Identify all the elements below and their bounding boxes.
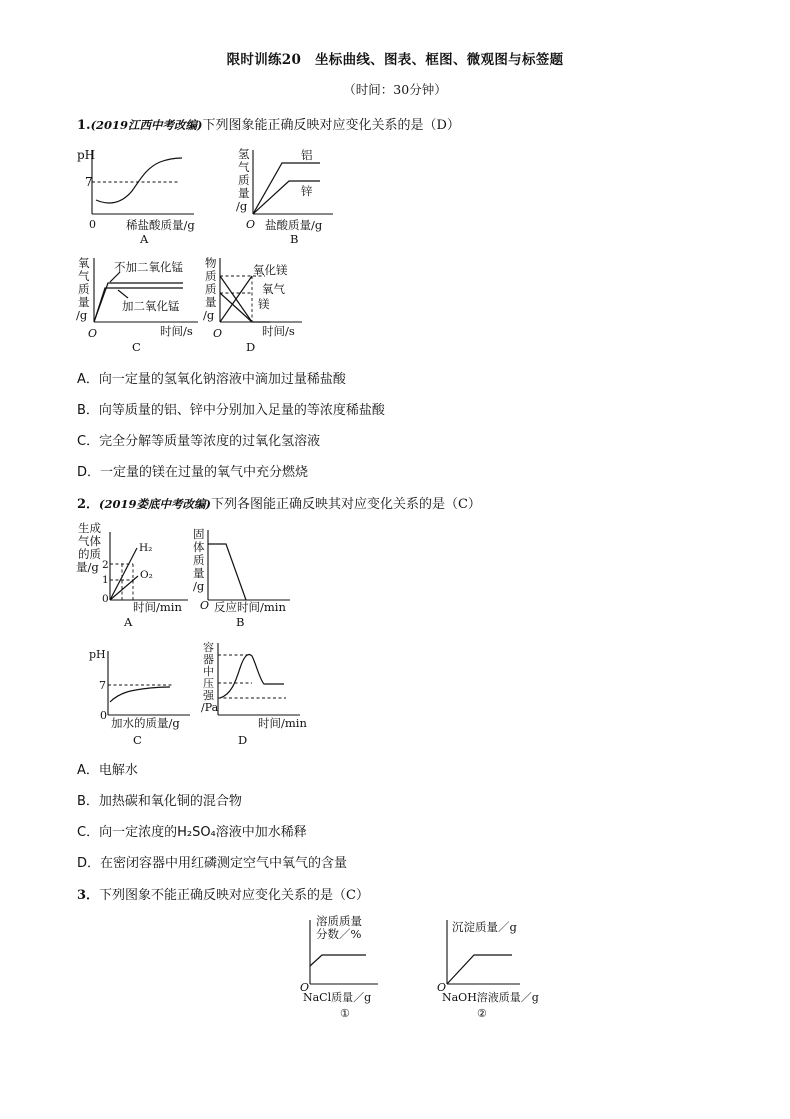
svg-text:分数／%: 分数／%: [316, 927, 362, 941]
question-number: 3．: [77, 888, 100, 903]
q3-chart-1: [300, 914, 378, 1020]
caption: ①: [340, 1007, 350, 1020]
question-stem: 下列图象不能正确反映对应变化关系的是（C）: [99, 888, 369, 903]
y-axis-label: pH: [89, 648, 106, 661]
svg-text:强: 强: [203, 689, 214, 702]
q2-option-a: A．电解水: [77, 763, 138, 778]
series-label-o2: 氧气: [262, 282, 285, 296]
y-axis-label: 生成: [78, 521, 101, 535]
y-axis-label: pH: [77, 148, 96, 162]
q1-option-c: C．完全分解等质量等浓度的过氧化氢溶液: [77, 434, 321, 449]
series-label-mgo: 氧化镁: [253, 263, 288, 277]
svg-text:的质: 的质: [78, 547, 101, 561]
y-axis-label: 物: [205, 256, 217, 270]
x-axis-label: NaOH溶液质量／g: [442, 991, 539, 1004]
origin: O: [88, 327, 98, 340]
y-axis-label: 固: [193, 527, 205, 541]
svg-text:/Pa: /Pa: [201, 701, 219, 714]
svg-text:/g: /g: [203, 308, 215, 322]
x-axis-label: 稀盐酸质量/g: [126, 218, 195, 232]
q2-chart-b: [193, 527, 290, 629]
origin: O: [200, 599, 210, 612]
svg-text:量: 量: [238, 186, 250, 200]
x-axis-label: 盐酸质量/g: [265, 218, 323, 232]
series-label-mg: 镁: [258, 297, 270, 311]
question-source: (2019娄底中考改编): [99, 497, 211, 511]
q2-chart-a: [76, 521, 188, 629]
svg-text:量: 量: [78, 295, 90, 309]
svg-text:中: 中: [203, 665, 214, 678]
svg-text:气体: 气体: [78, 534, 101, 548]
tick-0: 0: [102, 593, 109, 605]
q1-option-a: A．向一定量的氢氧化钠溶液中滴加过量稀盐酸: [77, 372, 346, 387]
svg-text:压: 压: [203, 677, 214, 690]
x-axis-label: 时间/min: [133, 600, 182, 614]
x-axis-label: 反应时间/min: [214, 600, 286, 614]
svg-text:气: 气: [238, 160, 250, 174]
svg-text:体: 体: [193, 540, 205, 554]
caption: A: [124, 615, 133, 629]
question-source: (2019江西中考改编): [90, 118, 203, 132]
caption: ②: [477, 1007, 487, 1020]
x-axis-label: NaCl质量／g: [303, 991, 372, 1004]
series-label-zn: 锌: [301, 184, 313, 198]
q1-chart-d: [203, 256, 302, 354]
svg-text:质: 质: [205, 269, 217, 283]
time-limit: （时间：30分钟）: [343, 82, 447, 97]
y-axis-label: 容: [203, 641, 214, 654]
series-label-o2: O₂: [140, 569, 153, 581]
svg-text:器: 器: [203, 653, 214, 666]
caption: B: [236, 615, 245, 629]
question-number: 2．: [77, 497, 100, 512]
q1-option-b: B．向等质量的铝、锌中分别加入足量的等浓度稀盐酸: [77, 403, 385, 418]
caption: B: [290, 232, 299, 246]
series-label-mno2: 加二氧化锰: [122, 299, 180, 313]
tick-1: 1: [102, 574, 109, 586]
ph-curve: [110, 687, 170, 702]
solute-fraction-line: [310, 955, 366, 966]
question-2: [77, 493, 481, 512]
svg-text:量: 量: [193, 566, 205, 580]
ref-tick: 7: [85, 175, 93, 189]
q2-chart-c: [89, 648, 190, 747]
y-axis-label: 溶质质量: [316, 914, 362, 928]
q1-chart-a: [77, 148, 195, 246]
solid-mass-line: [208, 544, 246, 600]
series-label-no-mno2: 不加二氧化锰: [114, 260, 183, 274]
q1-chart-b: [236, 147, 333, 246]
x-axis-label: 时间/min: [258, 716, 307, 730]
origin: 0: [100, 709, 107, 722]
svg-text:质: 质: [238, 173, 250, 187]
q3-chart-2: [437, 920, 539, 1020]
q2-chart-d: [201, 640, 307, 747]
question-number: 1.: [77, 118, 91, 133]
q1-option-d: D．一定量的镁在过量的氧气中充分燃烧: [77, 465, 309, 480]
tick-2: 2: [102, 559, 109, 571]
caption: D: [246, 340, 256, 354]
y-axis-label: 沉淀质量／g: [452, 920, 517, 934]
q2-option-c: C．向一定浓度的H₂SO₄溶液中加水稀释: [77, 825, 307, 840]
series-o2: [220, 293, 252, 322]
svg-text:质: 质: [78, 282, 90, 296]
caption: C: [132, 340, 141, 354]
origin: 0: [89, 218, 96, 231]
x-axis-label: 时间/s: [160, 324, 193, 338]
question-stem: 下列图象能正确反映对应变化关系的是（D）: [202, 118, 460, 133]
svg-text:质: 质: [193, 553, 205, 567]
caption: D: [238, 733, 248, 747]
svg-text:/g: /g: [193, 579, 205, 593]
origin: O: [246, 218, 256, 231]
series-label-h2: H₂: [139, 542, 153, 554]
svg-text:量: 量: [205, 295, 217, 309]
x-axis-label: 加水的质量/g: [111, 716, 180, 730]
question-stem: 下列各图能正确反映其对应变化关系的是（C）: [210, 497, 481, 512]
q2-option-d: D．在密闭容器中用红磷测定空气中氧气的含量: [77, 856, 348, 871]
series-label-al: 铝: [301, 148, 313, 162]
origin: O: [300, 981, 310, 994]
pressure-curve: [220, 655, 284, 699]
svg-text:质: 质: [205, 282, 217, 296]
page-title: 限时训练20 坐标曲线、图表、框图、微观图与标签题: [226, 52, 564, 68]
y-axis-label: 氢: [238, 147, 250, 161]
svg-text:/g: /g: [236, 199, 248, 213]
caption: A: [140, 232, 149, 246]
precipitate-line: [447, 955, 512, 984]
caption: C: [133, 733, 142, 747]
ref-tick: 7: [99, 679, 106, 692]
q2-option-b: B．加热碳和氧化铜的混合物: [77, 794, 242, 809]
svg-text:/g: /g: [76, 308, 88, 322]
origin: O: [213, 327, 223, 340]
q1-chart-c: [76, 256, 198, 354]
svg-text:气: 气: [78, 269, 90, 283]
question-3: [77, 884, 369, 903]
svg-text:量/g: 量/g: [76, 560, 99, 574]
y-axis-label: 氧: [78, 256, 90, 270]
curve: [96, 158, 182, 203]
origin: O: [437, 981, 447, 994]
x-axis-label: 时间/s: [262, 324, 295, 338]
